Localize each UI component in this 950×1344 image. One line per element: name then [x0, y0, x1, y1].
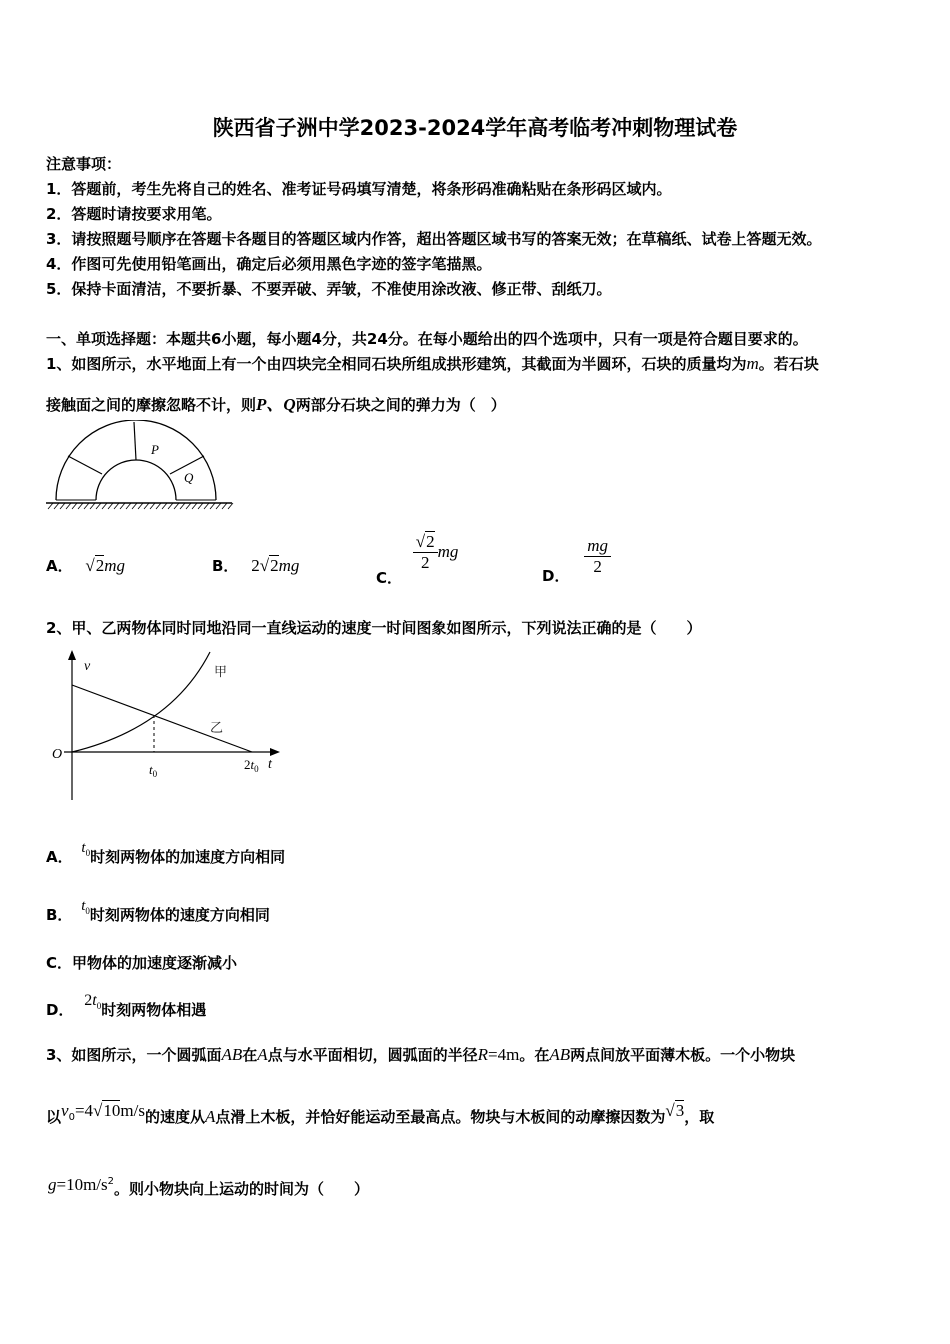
- hatch-mark: [210, 503, 215, 509]
- g-value: =10m/s: [56, 1175, 108, 1194]
- arch-joint-left: [68, 456, 102, 474]
- option-label: D．: [542, 567, 570, 585]
- q2-stem: 2、甲、乙两物体同时同地沿同一直线运动的速度一时间图象如图所示，下列说法正确的是（ ）: [46, 619, 702, 637]
- hatch-mark: [48, 503, 53, 509]
- option-text: 时刻两物体的加速度方向相同: [90, 848, 286, 866]
- option-label: D．: [46, 1001, 74, 1019]
- coefficient: 2: [84, 992, 93, 1009]
- arch-inner-arc: [96, 460, 176, 500]
- hatch-mark: [84, 503, 89, 509]
- q1-option-d[interactable]: [542, 536, 611, 585]
- 2t0-coef: 2: [244, 757, 251, 772]
- point-a-symbol: A: [257, 1045, 268, 1064]
- denominator: 2: [593, 557, 602, 576]
- option-text: 时刻两物体的速度方向相同: [89, 906, 270, 924]
- option-var: mg: [278, 556, 300, 575]
- hatch-mark: [144, 503, 149, 509]
- radius-symbol: R: [477, 1045, 489, 1064]
- notice-item: 1．答题前，考生先将自己的姓名、准考证号码填写清楚，将条形码准确粘贴在条形码区域内。: [46, 180, 672, 198]
- hatch-mark: [114, 503, 119, 509]
- numerator: mg: [584, 536, 611, 557]
- notice-heading: 注意事项：: [46, 155, 122, 173]
- radicand: 10: [103, 1101, 121, 1120]
- t0-symbol: t: [81, 898, 86, 914]
- radicand: 2: [95, 556, 105, 575]
- hatch-mark: [180, 503, 185, 509]
- hatch-mark: [216, 503, 221, 509]
- option-label: A．: [46, 557, 73, 575]
- arc-ab-symbol: AB: [549, 1045, 571, 1064]
- radicand: 2: [270, 556, 279, 575]
- ground-hatching: [48, 503, 233, 509]
- option-text: 甲物体的加速度逐渐减小: [72, 954, 238, 972]
- q1-stem-text: 1、如图所示，水平地面上有一个由四块完全相同石块所组成拱形建筑，其截面为半圆环，石块的质量均为: [46, 355, 747, 373]
- hatch-mark: [228, 503, 233, 509]
- radicand: 2: [426, 532, 435, 551]
- hatch-mark: [96, 503, 101, 509]
- q1-stem-tail2: 两部分石块之间的弹力为（ ）: [295, 396, 506, 414]
- v0-symbol: v: [61, 1101, 69, 1120]
- option-label: B．: [212, 557, 239, 575]
- option-label: C．: [46, 954, 73, 972]
- q1-stem-line1: [46, 353, 819, 374]
- q1-stem-line2: [46, 390, 506, 415]
- q3-text: 的速度从: [144, 1108, 205, 1126]
- arc-ab-symbol: AB: [221, 1045, 243, 1064]
- q1-option-b[interactable]: B． 2√2mg: [212, 556, 300, 575]
- q3-text: 3、如图所示，一个圆弧面: [46, 1046, 222, 1064]
- hatch-mark: [174, 503, 179, 509]
- option-var: mg: [437, 542, 459, 561]
- hatch-mark: [78, 503, 83, 509]
- q3-text: 以: [46, 1108, 62, 1126]
- hatch-mark: [66, 503, 71, 509]
- notice-item: 5．保持卡面清洁，不要折暴、不要弄破、弄皱，不准使用涂改液、修正带、刮纸刀。: [46, 280, 612, 298]
- radius-value: =4m: [488, 1045, 520, 1064]
- notice-item: 3．请按照题号顺序在答题卡各题目的答题区域内作答，超出答题区域书写的答案无效；在草稿纸、试卷上答题无效。: [46, 230, 822, 248]
- q1-option-a[interactable]: A． √2mg: [46, 556, 126, 575]
- q3-text: 在: [242, 1046, 258, 1064]
- t0-subscript: 0: [96, 1001, 102, 1012]
- hatch-mark: [156, 503, 161, 509]
- v0-unit: m/s: [120, 1101, 145, 1120]
- option-text: 时刻两物体相遇: [101, 1001, 207, 1019]
- g-unit-exponent: 2: [107, 1176, 115, 1187]
- hatch-mark: [150, 503, 155, 509]
- g-symbol: g: [48, 1175, 57, 1194]
- q1-pq-symbol: P、Q: [256, 395, 296, 414]
- q3-text: 两点间放平面薄木板。一个小物块: [570, 1046, 796, 1064]
- coefficient: 2: [251, 556, 260, 575]
- option-label: B．: [46, 906, 73, 924]
- v0-subscript: 0: [68, 1112, 75, 1123]
- hatch-mark: [90, 503, 95, 509]
- notice-item: 4．作图可先使用铅笔画出，确定后必须用黑色字迹的签字笔描黑。: [46, 255, 492, 273]
- arch-joint-top: [134, 422, 136, 460]
- jia-curve: [72, 652, 210, 752]
- arch-figure: [44, 420, 234, 512]
- hatch-mark: [132, 503, 137, 509]
- hatch-mark: [108, 503, 113, 509]
- mu-radicand: 3: [675, 1101, 685, 1120]
- origin-label: O: [52, 747, 63, 762]
- q2-option-b[interactable]: [46, 900, 270, 922]
- jia-label: 甲: [214, 664, 228, 679]
- arch-label-p: P: [151, 442, 159, 457]
- hatch-mark: [186, 503, 191, 509]
- 2t0-subscript: 0: [254, 764, 259, 774]
- option-var: mg: [104, 556, 126, 575]
- t-axis-label: t: [268, 757, 272, 772]
- t-axis-arrow: [270, 748, 280, 756]
- q3-stem-line3: [48, 1174, 370, 1198]
- hatch-mark: [198, 503, 203, 509]
- vt-graph: [46, 648, 291, 808]
- q3-text: 。则小物块向上运动的时间为（ ）: [114, 1180, 370, 1198]
- q2-option-a[interactable]: [46, 842, 285, 864]
- t0-tick-label: [149, 762, 158, 779]
- q3-text: 点与水平面相切，圆弧面的半径: [267, 1046, 478, 1064]
- hatch-mark: [72, 503, 77, 509]
- q1-stem-text2: 接触面之间的摩擦忽略不计，则: [46, 396, 257, 414]
- hatch-mark: [126, 503, 131, 509]
- hatch-mark: [60, 503, 65, 509]
- denominator: 2: [420, 553, 430, 572]
- section-heading: 一、单项选择题：本题共6小题，每小题4分，共24分。在每小题给出的四个选项中，只有一项是符合题目要求的。: [46, 330, 808, 348]
- v0-coef: =4: [74, 1101, 94, 1120]
- t0-subscript: 0: [85, 906, 90, 916]
- q1-mass-symbol: m: [746, 354, 759, 373]
- q2-option-d[interactable]: [46, 989, 207, 1019]
- t0-symbol: t: [149, 762, 153, 777]
- t0-symbol: t: [92, 992, 97, 1009]
- hatch-mark: [102, 503, 107, 509]
- q3-text: ，取: [684, 1108, 715, 1126]
- t0-subscript: 0: [85, 848, 91, 858]
- q2-option-c[interactable]: [46, 952, 237, 973]
- arch-label-q: Q: [184, 470, 194, 485]
- hatch-mark: [168, 503, 173, 509]
- option-label: C．: [376, 569, 403, 587]
- hatch-mark: [138, 503, 143, 509]
- v-axis-label: v: [84, 659, 91, 674]
- hatch-mark: [54, 503, 59, 509]
- hatch-mark: [120, 503, 125, 509]
- q3-text: 点滑上木板，并恰好能运动至最高点。物块与木板间的动摩擦因数为: [215, 1108, 666, 1126]
- q1-stem-tail: 。若石块: [758, 355, 819, 373]
- option-label: A．: [46, 848, 73, 866]
- q3-stem-line2: 以$v_0=4√10m/s$的速度从A点滑上木板，并恰好能运动至最高点。物块与木板间的动摩擦因数为√3，取: [46, 1101, 715, 1126]
- hatch-mark: [192, 503, 197, 509]
- yi-label: 乙: [210, 720, 224, 735]
- page-title: 陕西省子洲中学2023-2024学年高考临考冲刺物理试卷: [212, 116, 738, 140]
- yi-line: [72, 685, 252, 752]
- 2t0-symbol: t: [250, 757, 255, 772]
- point-a-symbol: A: [204, 1107, 216, 1126]
- hatch-mark: [222, 503, 227, 509]
- hatch-mark: [204, 503, 209, 509]
- q3-text: 。在: [519, 1046, 550, 1064]
- t0-symbol: t: [81, 840, 86, 856]
- notice-item: 2．答题时请按要求用笔。: [46, 205, 222, 223]
- q3-stem-line1: [46, 1044, 795, 1065]
- q1-option-c[interactable]: C． $\frac{√2}{2}$ mg: [376, 532, 459, 587]
- 2t0-tick-label: [244, 757, 259, 774]
- hatch-mark: [162, 503, 167, 509]
- t0-subscript: 0: [152, 769, 158, 779]
- v-axis-arrow: [68, 650, 76, 660]
